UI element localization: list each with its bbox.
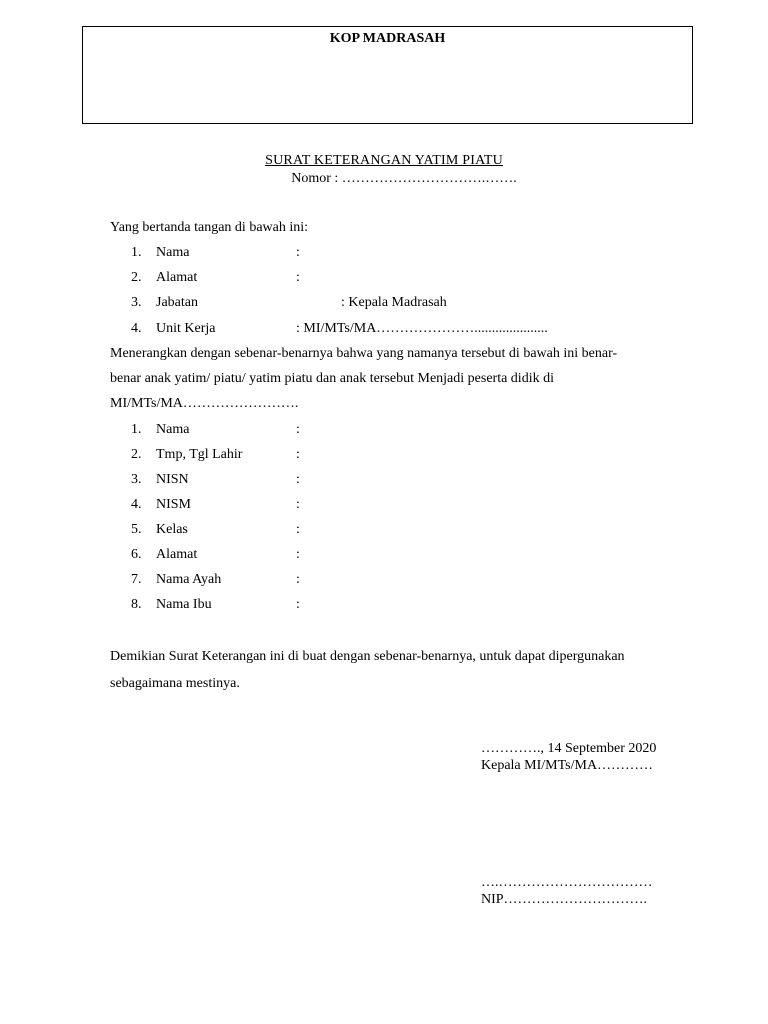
- item-value: :: [296, 472, 300, 487]
- item-number: 3.: [131, 472, 142, 487]
- item-number: 2.: [131, 270, 142, 285]
- document-title: [0, 154, 768, 168]
- item-value: : MI/MTs/MA………………….....................: [296, 321, 548, 336]
- item-label: Kelas: [156, 522, 188, 537]
- item-number: 2.: [131, 447, 142, 462]
- signature-nip: NIP………………………….: [481, 892, 648, 907]
- item-value: :: [296, 572, 300, 587]
- item-label: Nama: [156, 422, 190, 437]
- item-label: Alamat: [156, 547, 198, 562]
- statement-line: Menerangkan dengan sebenar-benarnya bahwa yang namanya tersebut di bawah ini benar-: [110, 346, 618, 361]
- item-label: Nama: [156, 245, 190, 260]
- item-label: NISM: [156, 497, 192, 512]
- item-number: 7.: [131, 572, 142, 587]
- item-number: 6.: [131, 547, 142, 562]
- item-number: 4.: [131, 321, 142, 336]
- item-value: :: [296, 522, 300, 537]
- letterhead-title: KOP MADRASAH: [329, 31, 446, 46]
- item-number: 8.: [131, 597, 142, 612]
- intro-text: Yang bertanda tangan di bawah ini:: [110, 220, 309, 235]
- item-label: Nama Ayah: [156, 572, 222, 587]
- document-number: Nomor : ………………………….…….: [291, 171, 517, 186]
- item-value: :: [296, 497, 300, 512]
- signature-position: Kepala MI/MTs/MA…………: [481, 758, 654, 773]
- signature-place-date: …………., 14 September 2020: [481, 741, 657, 756]
- item-value: :: [296, 547, 300, 562]
- item-value: :: [296, 597, 300, 612]
- item-label: Nama Ibu: [156, 597, 212, 612]
- item-value: :: [296, 422, 300, 437]
- closing-line: sebagaimana mestinya.: [110, 676, 240, 691]
- item-label: Unit Kerja: [156, 321, 216, 336]
- signature-name-line: ….……………………………: [481, 875, 653, 890]
- item-value: :: [296, 245, 300, 260]
- letterhead-box: [82, 26, 693, 124]
- item-label: Tmp, Tgl Lahir: [156, 447, 243, 462]
- item-value: : Kepala Madrasah: [341, 295, 447, 310]
- item-label: NISN: [156, 472, 189, 487]
- item-number: 3.: [131, 295, 142, 310]
- item-label: Jabatan: [156, 295, 198, 310]
- document-title-text: SURAT KETERANGAN YATIM PIATU: [265, 153, 503, 168]
- item-value: :: [296, 447, 300, 462]
- statement-line: benar anak yatim/ piatu/ yatim piatu dan anak tersebut Menjadi peserta didik di: [110, 371, 554, 386]
- statement-line: MI/MTs/MA…………………….: [110, 396, 299, 411]
- item-number: 5.: [131, 522, 142, 537]
- item-number: 1.: [131, 245, 142, 260]
- item-number: 4.: [131, 497, 142, 512]
- item-number: 1.: [131, 422, 142, 437]
- closing-line: Demikian Surat Keterangan ini di buat dengan sebenar-benarnya, untuk dapat dipergunakan: [110, 649, 625, 664]
- item-value: :: [296, 270, 300, 285]
- item-label: Alamat: [156, 270, 198, 285]
